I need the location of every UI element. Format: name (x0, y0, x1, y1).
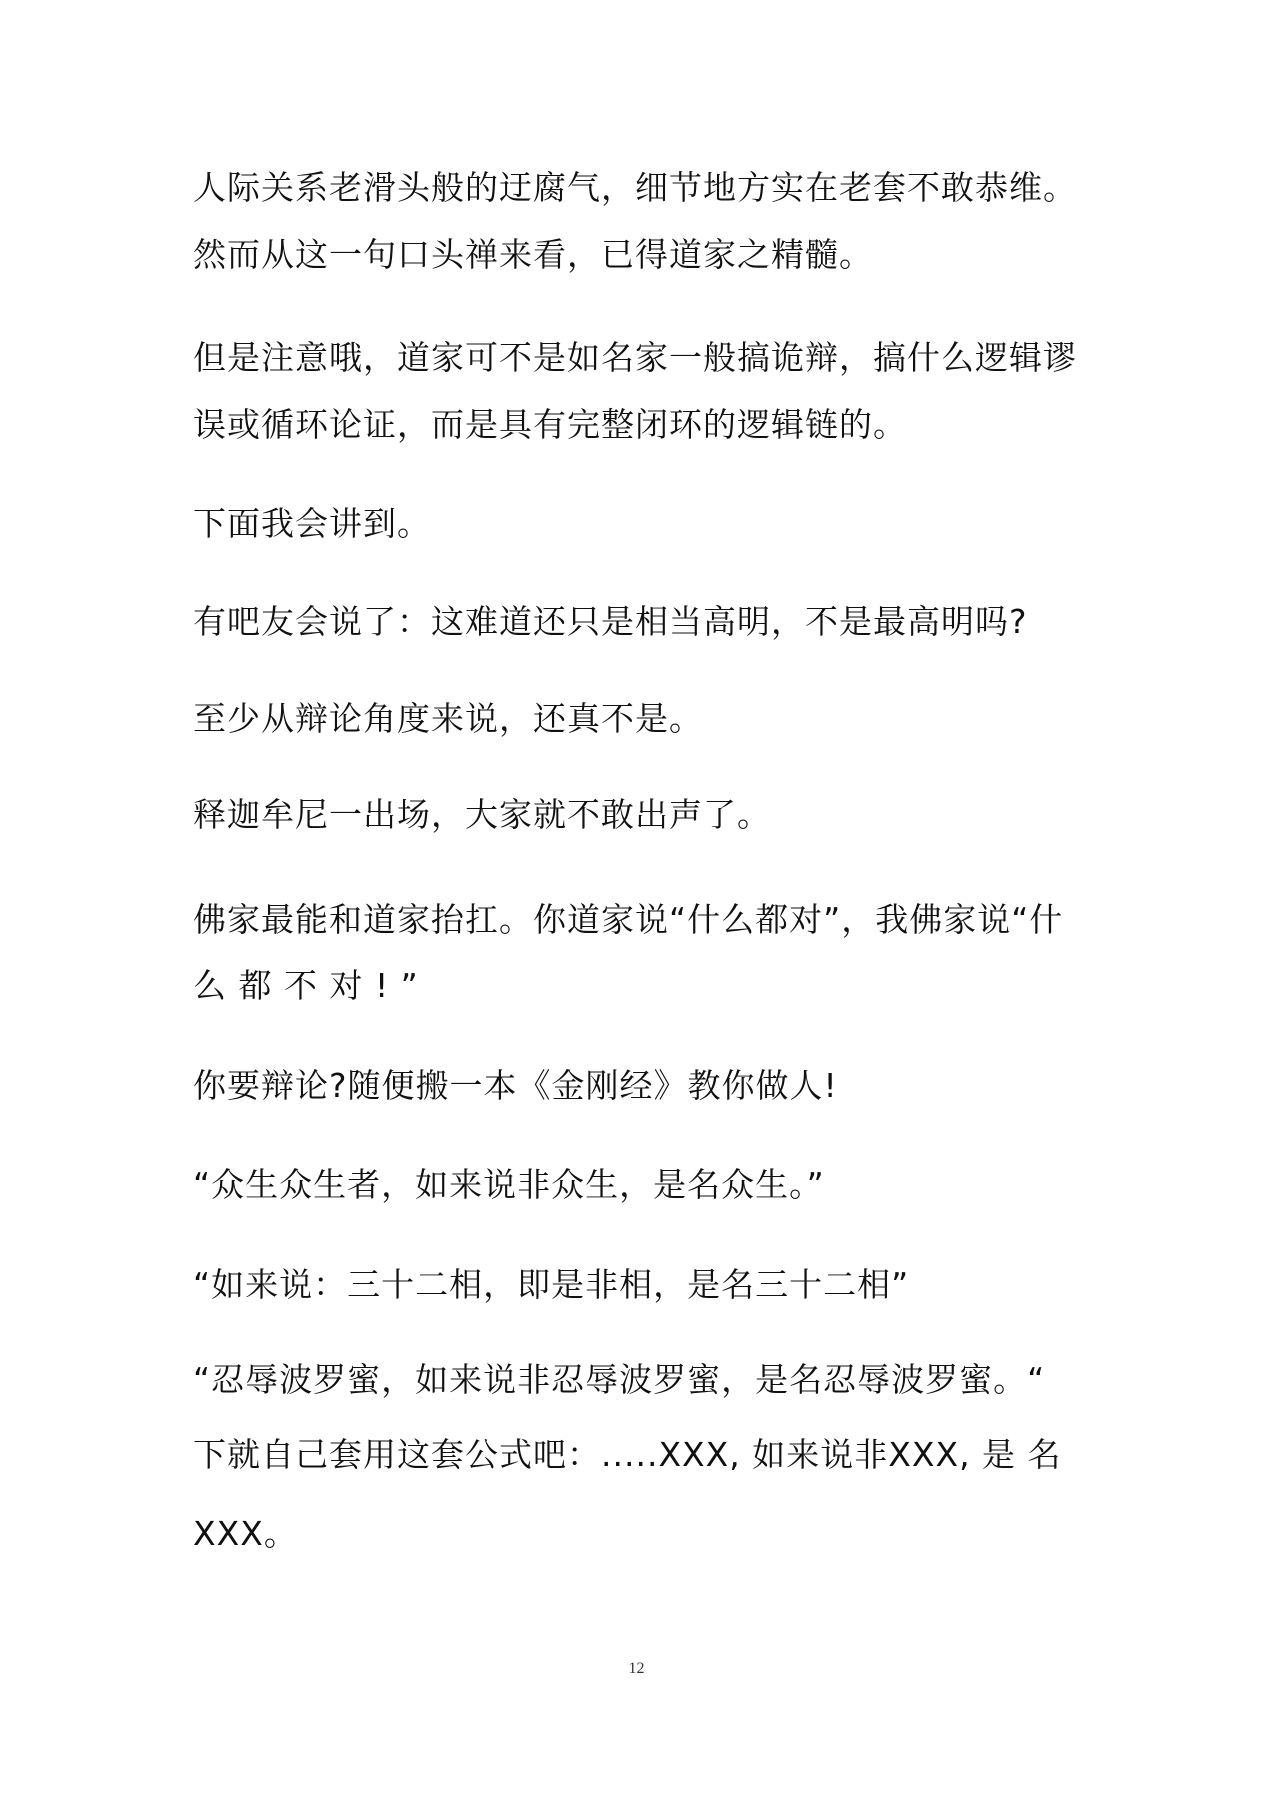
text-line: 有吧友会说了：这难道还只是相当高明，不是最高明吗? (193, 602, 1028, 641)
text-line: 你要辩论?随便搬一本《金刚经》教你做人! (193, 1066, 838, 1105)
text-line: “众生众生者，如来说非众生，是名众生。” (193, 1165, 825, 1204)
text-line: 下面我会讲到。 (193, 504, 431, 543)
text-line: XXX。 (193, 1514, 298, 1553)
text-line: 么 都 不 对 ! ” (193, 966, 419, 1005)
text-line: 但是注意哦，道家可不是如名家一般搞诡辩，搞什么逻辑谬 (193, 338, 1077, 377)
text-line: 至少从辩论角度来说，还真不是。 (193, 699, 703, 738)
text-line: 误或循环论证，而是具有完整闭环的逻辑链的。 (193, 405, 907, 444)
text-line: 佛家最能和道家抬扛。你道家说“什么都对”，我佛家说“什 (193, 900, 1064, 939)
text-line: 然而从这一句口头禅来看，已得道家之精髓。 (193, 235, 873, 274)
page-number: 12 (628, 1660, 645, 1677)
text-line: 下就自己套用这套公式吧：.....XXX, 如来说非XXX, 是 名 (193, 1435, 1062, 1474)
text-line: “忍辱波罗蜜，如来说非忍辱波罗蜜，是名忍辱波罗蜜。“ (193, 1360, 1046, 1399)
text-line: 释迦牟尼一出场，大家就不敢出声了。 (193, 795, 771, 834)
text-line: “如来说：三十二相，即是非相，是名三十二相” (193, 1265, 910, 1304)
text-line: 人际关系老滑头般的迂腐气，细节地方实在老套不敢恭维。 (193, 168, 1077, 207)
